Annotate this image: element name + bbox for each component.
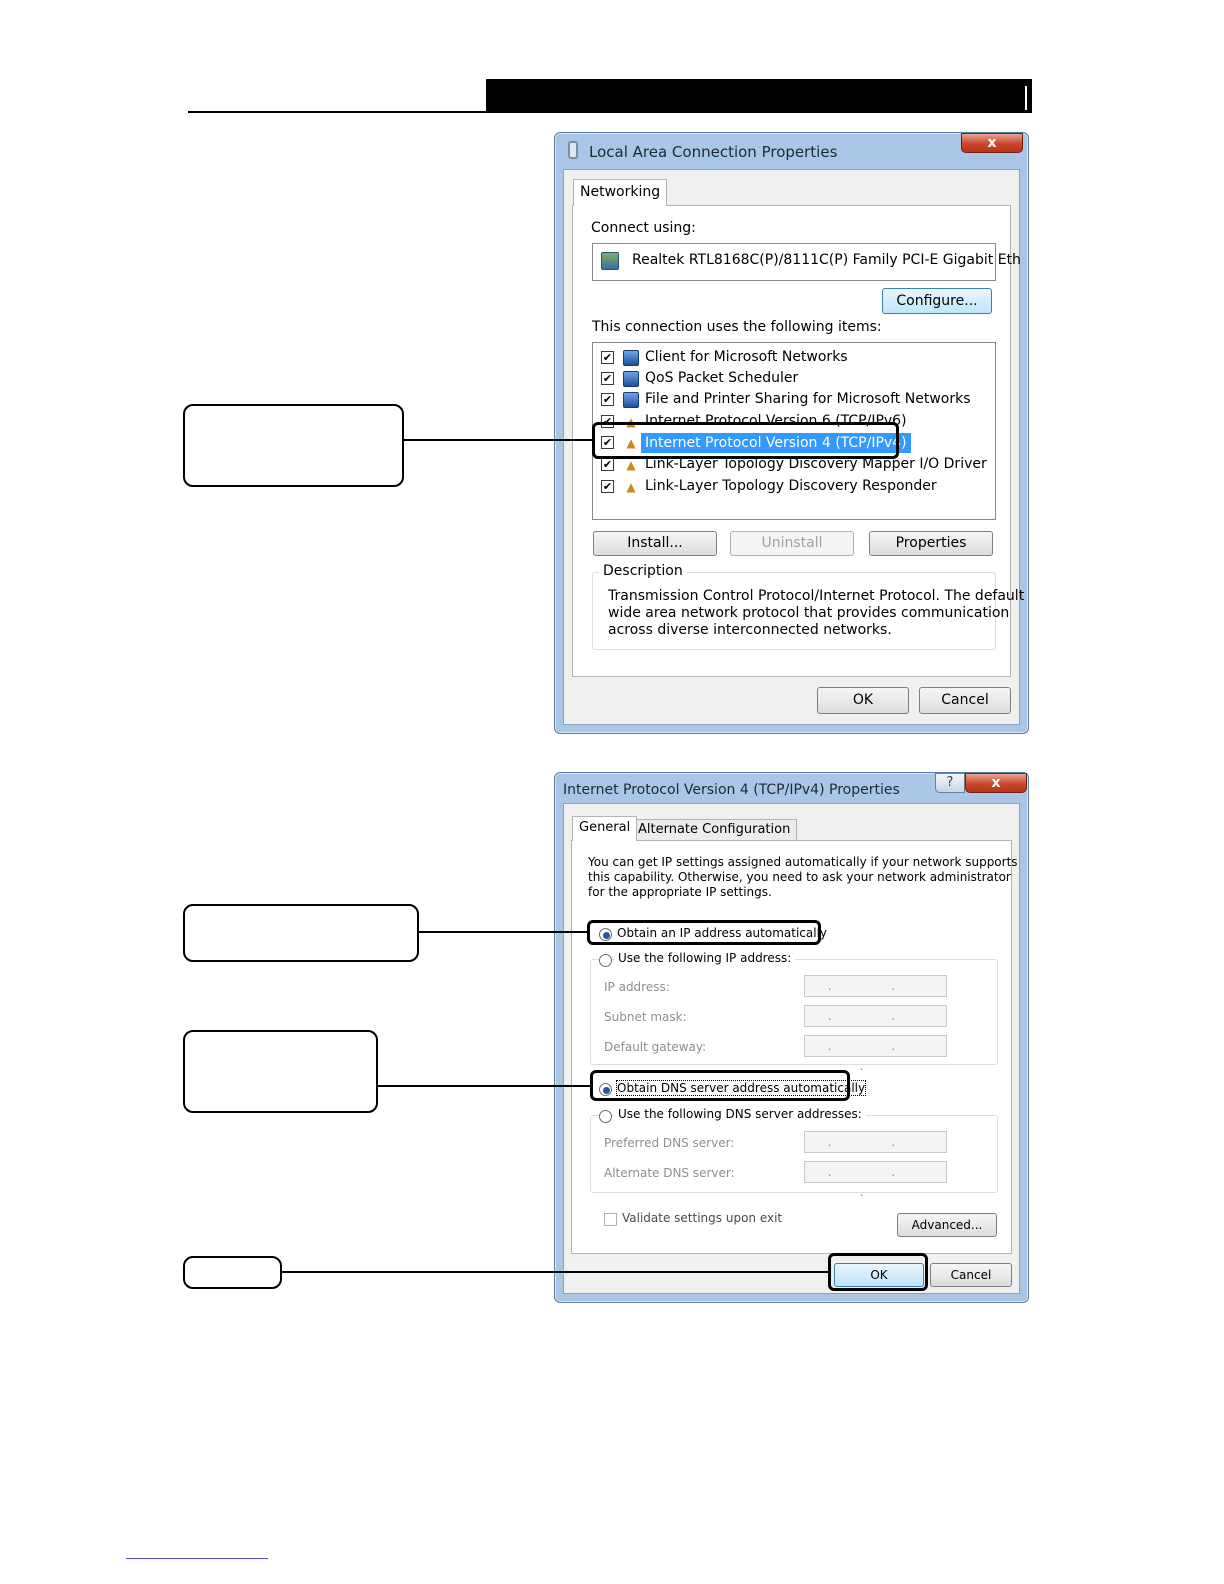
callout-box-ok bbox=[183, 1256, 282, 1289]
callout-line-ipv4 bbox=[404, 439, 594, 441]
checkbox[interactable]: ✔ bbox=[602, 393, 613, 406]
help-button[interactable] bbox=[935, 773, 965, 793]
ip-placeholder: . . bbox=[827, 979, 924, 993]
description-line: across diverse interconnected networks. bbox=[608, 622, 892, 638]
obtain-ip-auto-label[interactable]: Obtain an IP address automatically bbox=[617, 926, 828, 940]
alternate-dns-label: Alternate DNS server: bbox=[604, 1166, 735, 1180]
header-bar-divider bbox=[1025, 86, 1027, 110]
ip-address-input[interactable] bbox=[804, 975, 947, 997]
window-title: Internet Protocol Version 4 (TCP/IPv4) Properties bbox=[563, 782, 900, 798]
use-following-ip-label[interactable]: Use the following IP address: bbox=[614, 951, 795, 965]
protocol-icon: ▲ bbox=[626, 436, 636, 450]
nic-icon bbox=[601, 252, 619, 270]
cancel-button[interactable] bbox=[919, 687, 1011, 714]
description-line: Transmission Control Protocol/Internet Protocol. The default bbox=[608, 588, 1025, 604]
list-item[interactable] bbox=[601, 390, 991, 410]
checkbox[interactable]: ✔ bbox=[602, 372, 613, 385]
tab-networking[interactable] bbox=[573, 179, 667, 206]
description-legend: Description bbox=[599, 563, 687, 579]
close-icon: x bbox=[991, 775, 1001, 791]
tab-panel bbox=[571, 840, 1018, 1254]
intro-text bbox=[588, 855, 1018, 900]
protocol-icon: ▲ bbox=[626, 458, 636, 472]
client-area bbox=[563, 803, 1020, 1294]
description-text bbox=[608, 588, 1024, 639]
default-gateway-label: Default gateway: bbox=[604, 1040, 707, 1054]
subnet-mask-label: Subnet mask: bbox=[604, 1010, 687, 1024]
use-following-dns-label[interactable]: Use the following DNS server addresses: bbox=[614, 1107, 866, 1121]
cancel-button-label: Cancel bbox=[941, 692, 989, 708]
highlight-ok-button bbox=[828, 1253, 928, 1291]
list-item[interactable] bbox=[601, 369, 991, 389]
callout-box-obtain-dns bbox=[183, 1030, 378, 1113]
highlight-obtain-ip bbox=[587, 920, 821, 945]
configure-button[interactable] bbox=[882, 288, 992, 314]
configure-button-label: Configure... bbox=[896, 293, 978, 309]
connect-using-label: Connect using: bbox=[591, 220, 696, 236]
item-label: Link-Layer Topology Discovery Responder bbox=[645, 478, 937, 494]
item-label: Internet Protocol Version 6 (TCP/IPv6) bbox=[645, 413, 907, 429]
highlight-obtain-dns bbox=[590, 1070, 850, 1101]
ip-address-group bbox=[590, 951, 998, 1073]
dns-server-group bbox=[590, 1107, 998, 1199]
ok-button-label: OK bbox=[870, 1268, 888, 1282]
ok-button-label: OK bbox=[852, 692, 874, 708]
close-button[interactable] bbox=[961, 133, 1023, 153]
subnet-mask-input[interactable] bbox=[804, 1005, 947, 1027]
footer-link-underline bbox=[126, 1558, 268, 1559]
window-title: Local Area Connection Properties bbox=[589, 143, 838, 161]
checkbox[interactable]: ✔ bbox=[602, 351, 613, 364]
advanced-button-label: Advanced... bbox=[911, 1218, 983, 1232]
callout-box-obtain-ip bbox=[183, 904, 419, 962]
ip-placeholder: . . . bbox=[827, 1165, 924, 1199]
checkbox[interactable]: ✔ bbox=[602, 458, 613, 471]
network-adapter-icon bbox=[568, 141, 578, 159]
header-rule bbox=[188, 111, 488, 113]
item-label: Link-Layer Topology Discovery Mapper I/O Driver bbox=[645, 456, 987, 472]
intro-line: You can get IP settings assigned automatically if your network supports bbox=[588, 855, 1018, 869]
item-label: QoS Packet Scheduler bbox=[645, 370, 799, 386]
tab-label: Alternate Configuration bbox=[638, 822, 791, 837]
checkbox[interactable]: ✔ bbox=[602, 480, 613, 493]
use-following-ip-radio[interactable] bbox=[599, 954, 612, 967]
item-label: Client for Microsoft Networks bbox=[645, 349, 848, 365]
adapter-name: Realtek RTL8168C(P)/8111C(P) Family PCI-E Gigabit Eth bbox=[632, 252, 1021, 268]
cancel-button-label: Cancel bbox=[950, 1268, 992, 1282]
intro-line: this capability. Otherwise, you need to ask your network administrator bbox=[588, 870, 1011, 884]
ok-button[interactable] bbox=[817, 687, 909, 714]
ip-placeholder: . . bbox=[827, 1009, 924, 1023]
alternate-dns-input[interactable] bbox=[804, 1161, 947, 1199]
properties-button[interactable] bbox=[869, 531, 993, 556]
obtain-dns-auto-label[interactable]: Obtain DNS server address automatically bbox=[617, 1081, 866, 1095]
callout-box-ipv4 bbox=[183, 404, 404, 487]
ipv4-properties-window bbox=[554, 772, 1029, 1303]
computer-icon bbox=[623, 392, 639, 408]
uninstall-button[interactable] bbox=[730, 531, 854, 556]
title-bar bbox=[555, 133, 1028, 167]
install-button[interactable] bbox=[593, 531, 717, 556]
description-group bbox=[592, 563, 1025, 650]
header-bar bbox=[486, 79, 1032, 113]
validate-checkbox[interactable] bbox=[604, 1213, 617, 1226]
description-line: wide area network protocol that provides communication bbox=[608, 605, 1010, 621]
validate-label[interactable]: Validate settings upon exit bbox=[622, 1211, 783, 1225]
tab-alternate-configuration[interactable] bbox=[631, 819, 797, 840]
protocol-icon: ▲ bbox=[626, 415, 636, 429]
uninstall-button-label: Uninstall bbox=[761, 535, 823, 551]
use-following-dns-radio[interactable] bbox=[599, 1110, 612, 1123]
list-item[interactable] bbox=[601, 477, 991, 497]
item-label: Internet Protocol Version 4 (TCP/IPv4) bbox=[641, 433, 911, 453]
network-client-icon bbox=[623, 350, 639, 366]
computer-icon bbox=[623, 371, 639, 387]
protocol-icon: ▲ bbox=[626, 480, 636, 494]
checkbox[interactable]: ✔ bbox=[602, 436, 613, 449]
preferred-dns-label: Preferred DNS server: bbox=[604, 1136, 735, 1150]
ip-placeholder: . . bbox=[827, 1135, 924, 1149]
item-label: File and Printer Sharing for Microsoft Networks bbox=[645, 391, 971, 407]
adapter-field bbox=[592, 243, 1021, 281]
tab-label: Networking bbox=[580, 184, 661, 200]
help-icon: ? bbox=[946, 775, 954, 790]
cancel-button[interactable] bbox=[930, 1263, 1012, 1287]
install-button-label: Install... bbox=[627, 535, 683, 551]
title-bar bbox=[555, 773, 1028, 807]
intro-line: for the appropriate IP settings. bbox=[588, 885, 772, 899]
list-item[interactable] bbox=[601, 348, 991, 368]
tab-general[interactable] bbox=[572, 816, 637, 841]
callout-line-obtain-dns bbox=[378, 1085, 592, 1087]
default-gateway-input[interactable] bbox=[804, 1035, 947, 1073]
highlight-ipv4-item bbox=[592, 422, 899, 459]
ip-placeholder: . . . bbox=[827, 1039, 924, 1073]
tab-label: General bbox=[579, 820, 631, 835]
close-button[interactable] bbox=[965, 773, 1027, 793]
items-label: This connection uses the following items: bbox=[592, 319, 882, 335]
advanced-button[interactable] bbox=[897, 1213, 997, 1237]
ip-address-label: IP address: bbox=[604, 980, 670, 994]
callout-line-obtain-ip bbox=[419, 931, 589, 933]
checkbox[interactable]: ✔ bbox=[602, 415, 613, 428]
callout-line-ok bbox=[282, 1271, 830, 1273]
preferred-dns-input[interactable] bbox=[804, 1131, 947, 1153]
properties-button-label: Properties bbox=[895, 535, 967, 551]
close-icon: x bbox=[987, 135, 997, 151]
